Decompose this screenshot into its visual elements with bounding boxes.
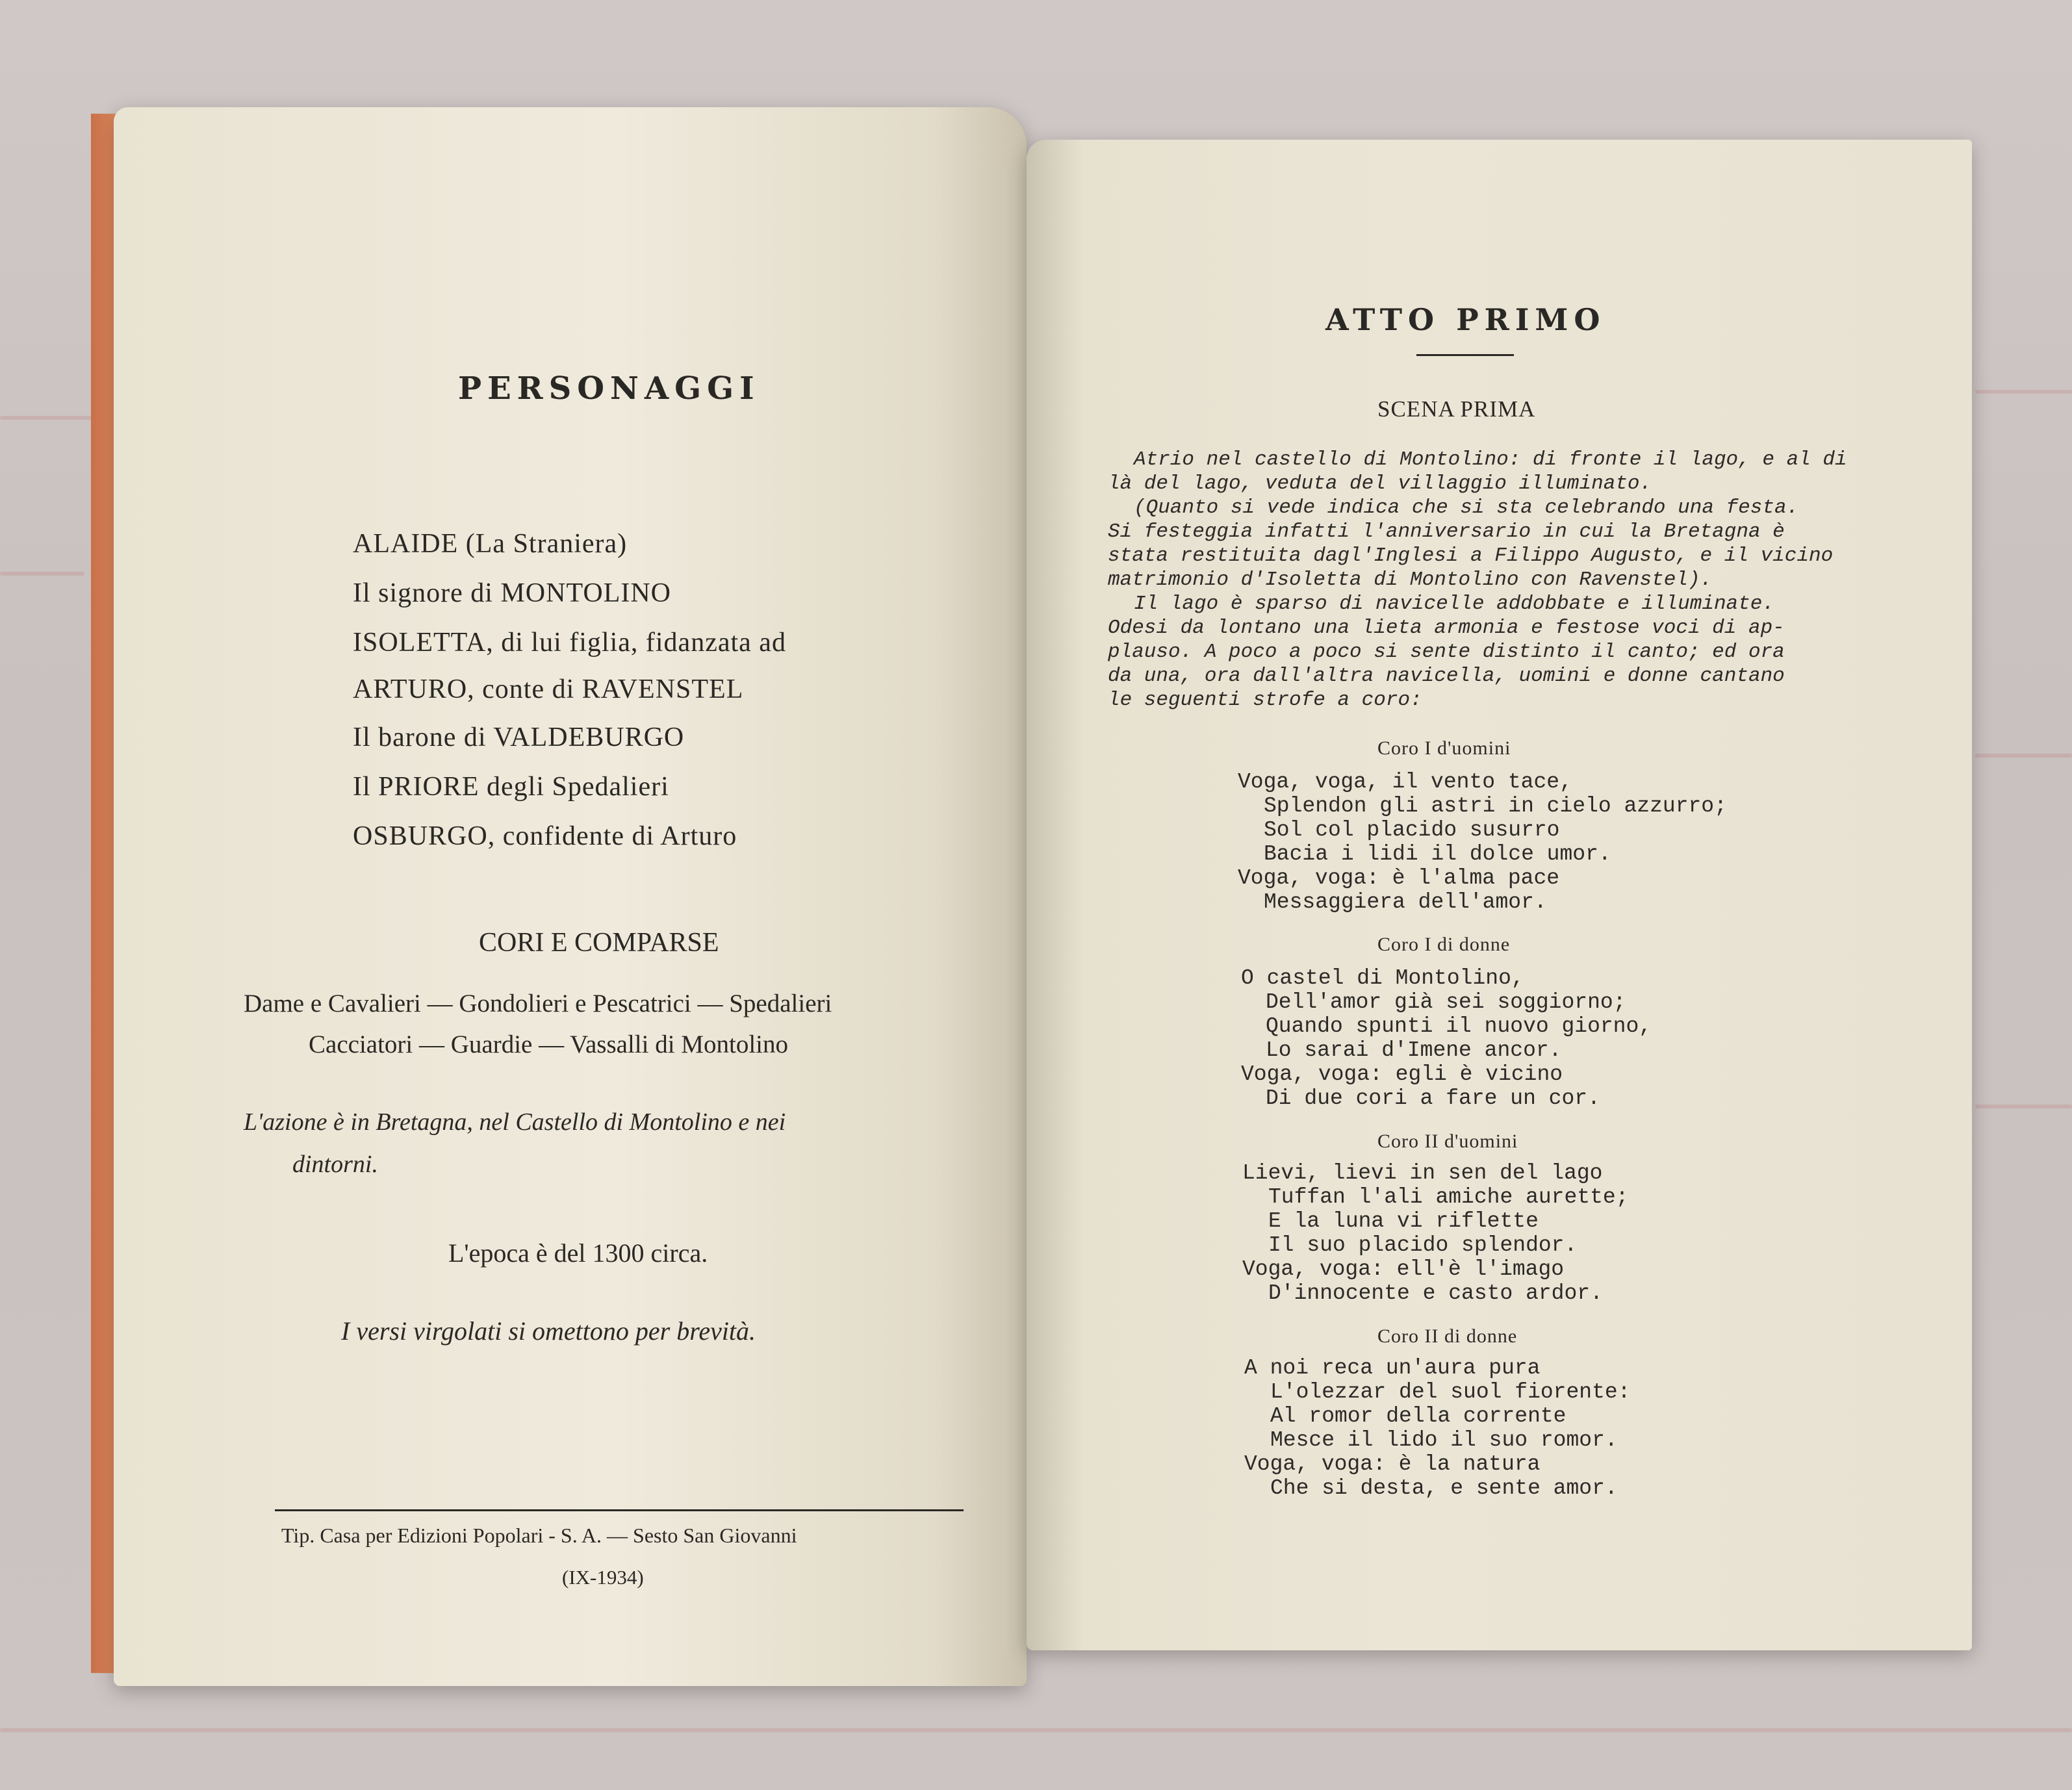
cori-line: Cacciatori — Guardie — Vassalli di Montolino [309,1030,788,1058]
chorus-heading: Coro I d'uomini [1377,737,1511,759]
chorus-heading: Coro II di donne [1377,1325,1518,1347]
verse-line: Tuffan l'ali amiche aurette; [1268,1185,1629,1209]
table-streak [0,1728,2072,1732]
verse-line: Voga, voga: ell'è l'imago [1242,1257,1565,1281]
cori-heading: CORI E COMPARSE [479,928,719,958]
chorus-heading: Coro I di donne [1377,934,1511,955]
stage-direction-line: plauso. A poco a poco si sente distinto il canto; ed ora [1108,641,1785,663]
stage-direction-line: le seguenti strofe a coro: [1108,689,1422,711]
verse-line: Splendon gli astri in cielo azzurro; [1264,794,1727,818]
verse-line: Bacia i lidi il dolce umor. [1264,842,1611,866]
imprint-rule [275,1509,964,1511]
act-title-rule [1416,354,1514,356]
verse-line: Voga, voga: è la natura [1244,1452,1541,1476]
imprint-line: Tip. Casa per Edizioni Popolari - S. A. — Sesto San Giovanni [281,1524,797,1547]
verse-line: O castel di Montolino, [1241,966,1524,990]
table-streak [0,416,97,420]
verse-line: Quando spunti il nuovo giorno, [1266,1014,1652,1038]
table-streak [1975,1105,2072,1108]
azione-line: dintorni. [292,1151,378,1178]
verse-line: D'innocente e casto ardor. [1268,1281,1603,1305]
cast-line: Il PRIORE degli Spedalieri [353,772,669,802]
verse-line: L'olezzar del suol fiorente: [1270,1380,1631,1404]
right-page [1027,140,1972,1650]
stage-direction-line: (Quanto si vede indica che si sta celebrando una festa. [1134,496,1799,519]
verse-line: Messaggiera dell'amor. [1264,890,1547,914]
verse-line: Che si desta, e sente amor. [1270,1476,1618,1500]
cast-line: ARTURO, conte di RAVENSTEL [353,674,744,704]
left-page [114,107,1027,1686]
booklet-cover-edge [91,114,117,1673]
stage-direction-line: Si festeggia infatti l'anniversario in cui la Bretagna è [1108,520,1785,543]
verse-line: Mesce il lido il suo romor. [1270,1428,1618,1452]
stage-direction-line: stata restituita dagl'Inglesi a Filippo Augusto, e il vicino [1108,544,1834,567]
table-streak [0,572,84,576]
verse-line: Dell'amor già sei soggiorno; [1266,990,1626,1014]
imprint-date: (IX-1934) [562,1566,644,1589]
table-streak [1975,754,2072,758]
act-title: ATTO PRIMO [1325,302,1606,337]
verse-line: Voga, voga: è l'alma pace [1238,866,1560,890]
verse-line: A noi reca un'aura pura [1244,1356,1541,1380]
cast-line: ISOLETTA, di lui figlia, fidanzata ad [353,628,786,658]
stage-direction-line: matrimonio d'Isoletta di Montolino con Ravenstel). [1108,569,1713,591]
stage-direction-line: Il lago è sparso di navicelle addobbate e illuminate. [1134,593,1774,615]
verse-line: Al romor della corrente [1270,1404,1567,1428]
table-streak [1975,390,2072,394]
cast-line: Il signore di MONTOLINO [353,578,672,608]
cori-line: Dame e Cavalieri — Gondolieri e Pescatrici — Spedalieri [244,990,832,1017]
chorus-heading: Coro II d'uomini [1377,1131,1518,1152]
epoca-line: L'epoca è del 1300 circa. [448,1238,708,1268]
azione-line: L'azione è in Bretagna, nel Castello di Montolino e nei [244,1108,786,1136]
stage-direction-line: da una, ora dall'altra navicella, uomini e donne cantano [1108,665,1785,687]
verse-line: Voga, voga, il vento tace, [1238,770,1572,794]
verse-line: Sol col placido susurro [1264,818,1560,842]
verse-line: Lo sarai d'Imene ancor. [1266,1038,1562,1062]
verse-line: Lievi, lievi in sen del lago [1242,1161,1603,1185]
stage-direction-line: Atrio nel castello di Montolino: di fronte il lago, e al di [1134,448,1847,471]
cast-line: ALAIDE (La Straniera) [353,529,628,559]
stage-direction-line: là del lago, veduta del villaggio illuminato. [1108,472,1652,495]
stage-direction-line: Odesi da lontano una lieta armonia e festose voci di ap- [1108,617,1785,639]
versi-note: I versi virgolati si omettono per brevità. [341,1316,756,1346]
personaggi-heading: PERSONAGGI [458,370,760,407]
verse-line: Voga, voga: egli è vicino [1241,1062,1563,1086]
verse-line: Di due cori a fare un cor. [1266,1086,1600,1110]
cast-line: OSBURGO, confidente di Arturo [353,821,737,851]
cast-line: Il barone di VALDEBURGO [353,722,685,752]
scene-title: SCENA PRIMA [1377,396,1536,422]
verse-line: Il suo placido splendor. [1268,1233,1578,1257]
verse-line: E la luna vi riflette [1268,1209,1539,1233]
